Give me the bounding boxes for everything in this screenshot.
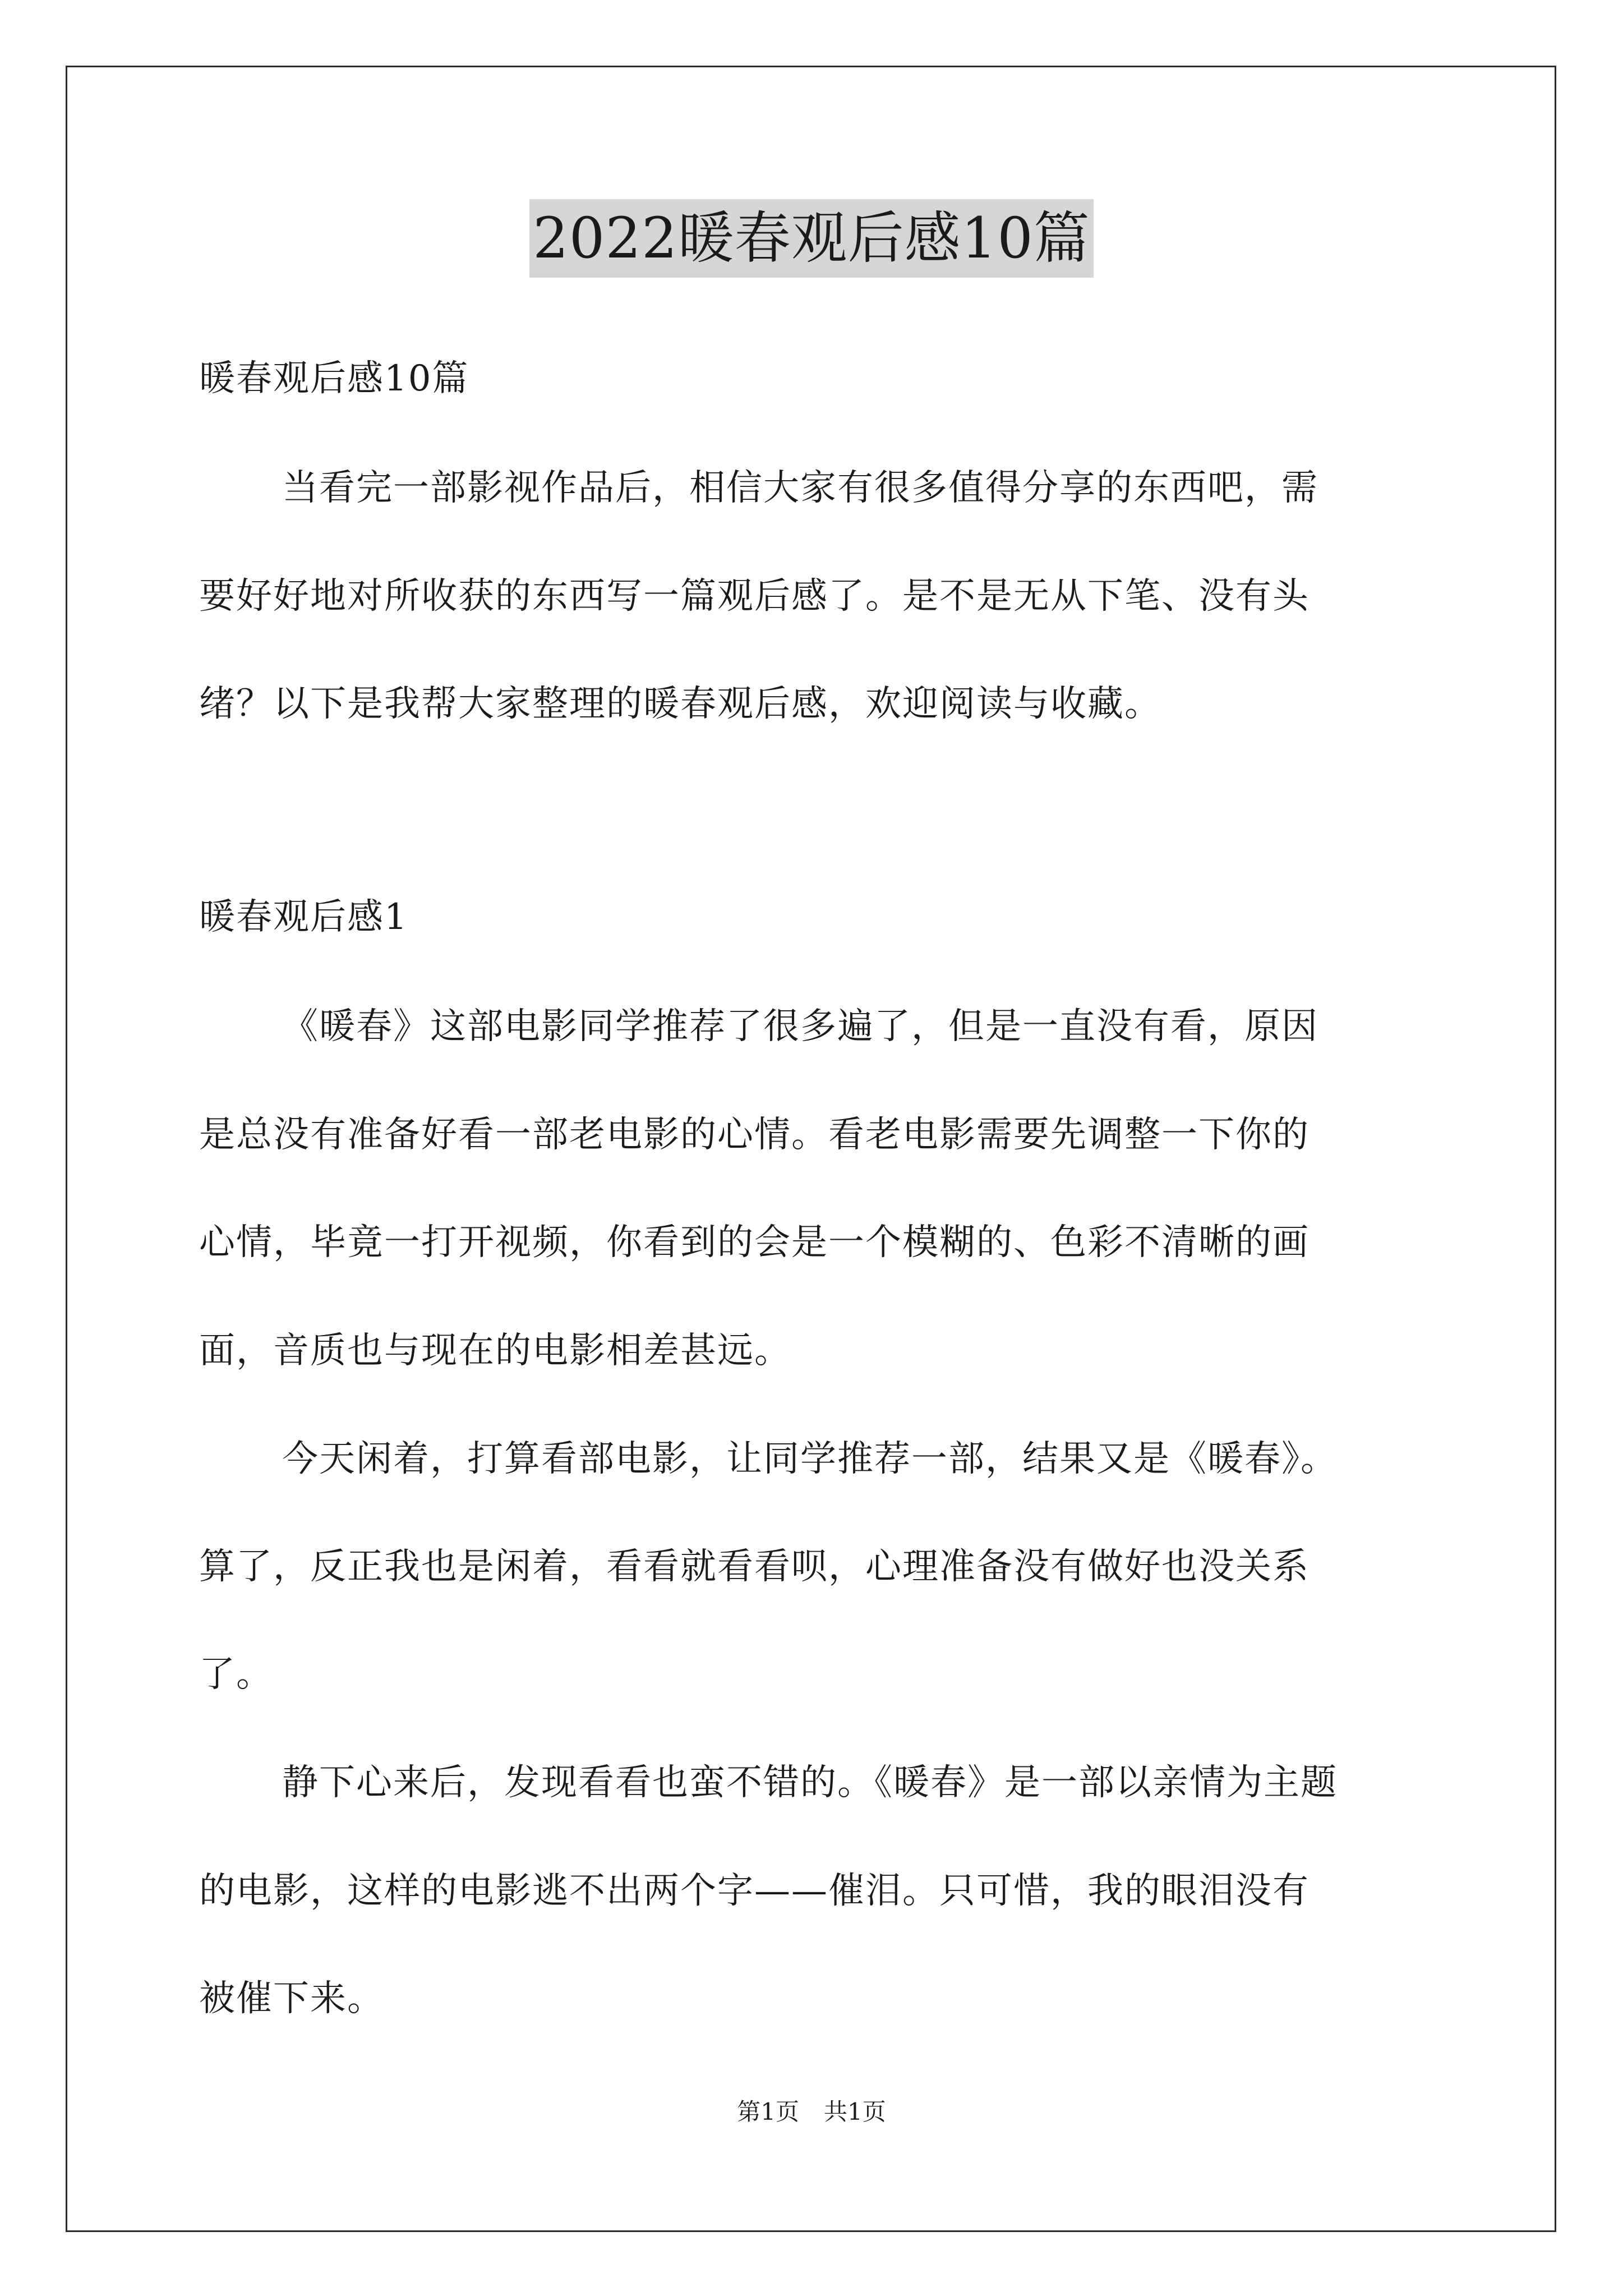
page-footer: [0, 2095, 1623, 2129]
section-heading: 暖春观后感1: [199, 896, 408, 938]
document-title: 2022暖春观后感10篇: [529, 199, 1094, 278]
title-container: [0, 199, 1623, 278]
page-number-total: 共1页: [824, 2098, 886, 2125]
page-number-current: 第1页: [737, 2098, 799, 2125]
para2-line-1: 今天闲着，打算看部电影，让同学推荐一部，结果又是《暖春》。: [282, 1438, 1338, 1480]
intro-line-2: 要好好地对所收获的东西写一篇观后感了。是不是无从下笔、没有头: [199, 576, 1310, 617]
para1-line-3: 心情，毕竟一打开视频，你看到的会是一个模糊的、色彩不清晰的画: [199, 1222, 1310, 1263]
para2-line-2: 算了，反正我也是闲着，看看就看看呗，心理准备没有做好也没关系: [199, 1546, 1310, 1588]
para3-line-1: 静下心来后，发现看看也蛮不错的。《暖春》是一部以亲情为主题: [282, 1762, 1338, 1803]
para1-line-1: 《暖春》这部电影同学推荐了很多遍了，但是一直没有看，原因: [282, 1006, 1318, 1047]
subtitle: 暖春观后感10篇: [199, 358, 469, 399]
para3-line-2: 的电影，这样的电影逃不出两个字——催泪。只可惜，我的眼泪没有: [199, 1870, 1310, 1912]
para2-line-3: 了。: [199, 1654, 273, 1695]
intro-line-1: 当看完一部影视作品后，相信大家有很多值得分享的东西吧，需: [282, 467, 1318, 509]
para3-line-3: 被催下来。: [199, 1978, 384, 2019]
para1-line-4: 面，音质也与现在的电影相差甚远。: [199, 1330, 791, 1372]
para1-line-2: 是总没有准备好看一部老电影的心情。看老电影需要先调整一下你的: [199, 1114, 1310, 1156]
intro-line-3: 绪？以下是我帮大家整理的暖春观后感，欢迎阅读与收藏。: [199, 683, 1161, 725]
